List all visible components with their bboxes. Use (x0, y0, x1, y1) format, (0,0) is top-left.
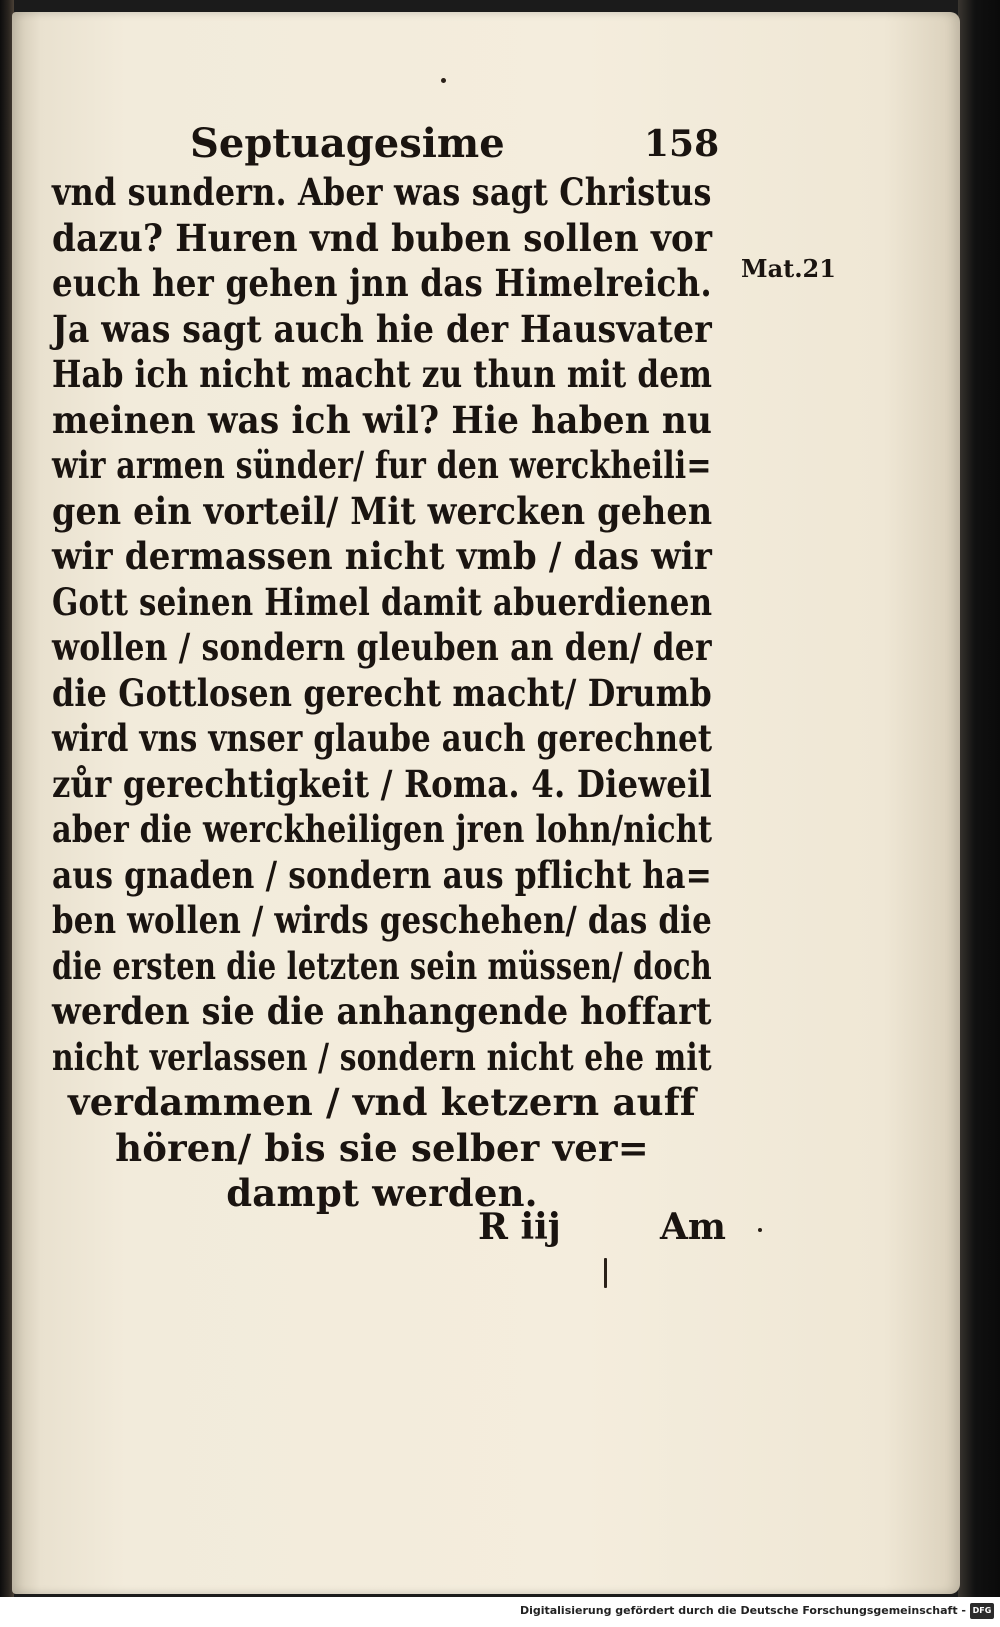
text-line: dazu? Huren vnd buben sollen vor (52, 215, 713, 260)
ink-fleck (604, 1258, 607, 1288)
text-line: hören/ bis sie selber ver= (115, 1125, 649, 1170)
page-text-block (52, 118, 742, 1217)
text-line: euch her gehen jnn das Himelreich. (52, 261, 712, 305)
text-line: wollen / sondern gleuben an den/ der (52, 625, 712, 669)
ink-fleck (758, 1228, 762, 1232)
funding-credit: Digitalisierung gefördert durch die Deutsche Forschungsgemeinschaft - (519, 1604, 966, 1617)
text-line: aber die werckheiligen jren lohn/nicht (52, 807, 713, 851)
text-line: aus gnaden / sondern aus pflicht ha= (52, 852, 712, 897)
catchword: Am (660, 1206, 727, 1248)
text-line: die ersten die letzten sein müssen/ doch (52, 943, 712, 988)
text-line: gen ein vorteil/ Mit wercken gehen (52, 488, 713, 533)
page-header (52, 118, 742, 170)
body-text (52, 170, 742, 1080)
page-number: 158 (644, 123, 720, 165)
text-line: ben wollen / wirds geschehen/ das die (52, 898, 712, 942)
text-line: Gott seinen Himel damit abuerdienen (52, 579, 713, 624)
footer-bar (0, 1597, 1000, 1627)
dfg-logo: DFG (970, 1603, 994, 1619)
text-line: dampt werden. (226, 1171, 538, 1215)
text-line: werden sie die anhangende hoffart (52, 989, 712, 1033)
text-line: wird vns vnser glaube auch gerechnet (52, 716, 713, 760)
text-line: nicht verlassen / sondern nicht ehe mit (52, 1034, 712, 1079)
text-line: Ja was sagt auch hie der Hausvater (52, 306, 712, 351)
text-line: zůr gerechtigkeit / Roma. 4. Dieweil (52, 761, 712, 806)
page-edge-shadow (958, 0, 1000, 1597)
signature-mark: R iij (478, 1206, 561, 1248)
text-line: die Gottlosen gerecht macht/ Drumb (52, 670, 712, 715)
text-line: wir dermassen nicht vmb / das wir (52, 534, 713, 578)
text-line: vnd sundern. Aber was sagt Christus (52, 170, 712, 214)
running-head: Septuagesime (190, 120, 505, 167)
text-line: verdammen / vnd ketzern auff (68, 1080, 696, 1124)
ink-fleck (441, 78, 446, 83)
text-line: wir armen sünder/ fur den werckheili= (52, 443, 712, 487)
text-line: Hab ich nicht macht zu thun mit dem (52, 352, 713, 396)
marginal-note: Mat.21 (741, 254, 836, 283)
text-line: meinen was ich wil? Hie haben nu (52, 397, 713, 442)
colophon-taper (52, 1080, 742, 1217)
